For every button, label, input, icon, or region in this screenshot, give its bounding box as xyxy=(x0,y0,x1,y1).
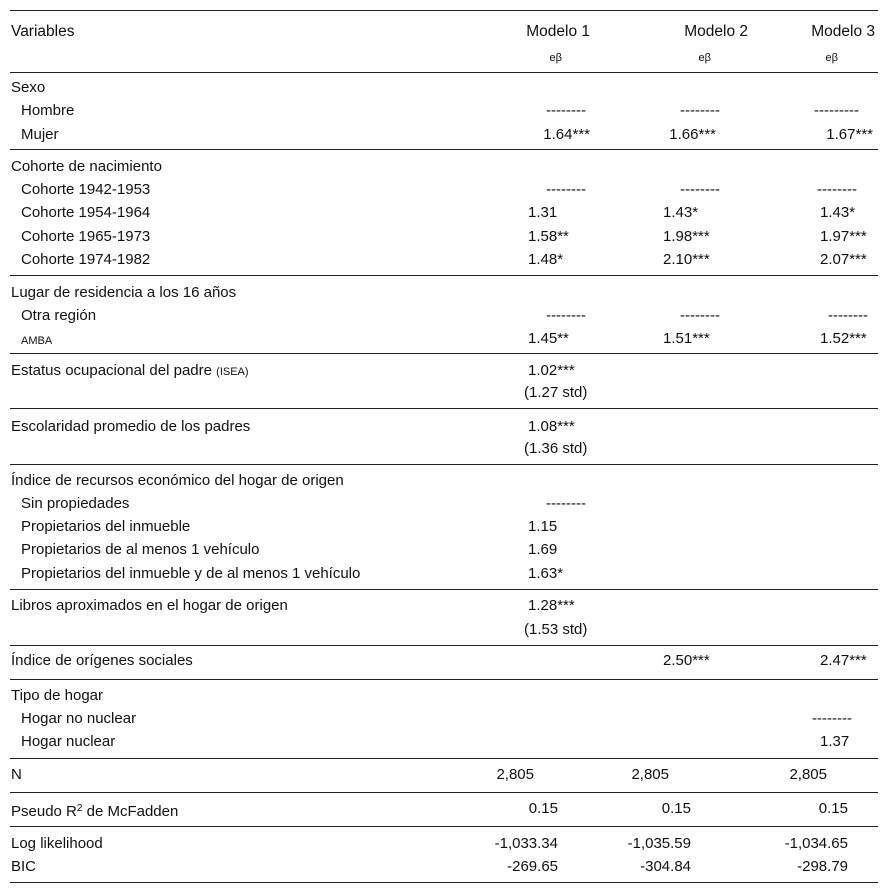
coef-symbol-1: eβ xyxy=(549,52,562,64)
row-cohorte-4-m1: 1.48* xyxy=(528,251,564,268)
row-amba-m3: 1.52*** xyxy=(820,330,867,347)
row-prop-ambos-label: Propietarios del inmueble y de al menos 1 vehículo xyxy=(21,565,361,582)
rule-top xyxy=(10,10,878,11)
row-loglik-m1: -1,033.34 xyxy=(494,835,558,852)
row-n-m2: 2,805 xyxy=(631,766,669,783)
row-hombre-m2: -------- xyxy=(680,102,720,119)
row-origenes-label: Índice de orígenes sociales xyxy=(11,652,193,669)
rule-pseudo xyxy=(10,826,878,827)
row-bic-label: BIC xyxy=(11,858,37,875)
row-cohorte-2-m2: 1.43* xyxy=(663,204,699,221)
rule-bottom xyxy=(10,882,878,883)
row-escolaridad-m1: 1.08*** xyxy=(528,418,575,435)
row-hogar-nuclear-m3: 1.37 xyxy=(820,733,850,750)
row-estatus-m1: 1.02*** xyxy=(528,362,575,379)
row-loglik-m3: -1,034.65 xyxy=(784,835,848,852)
row-estatus-label xyxy=(11,362,249,381)
pseudo-label-post: de McFadden xyxy=(82,803,179,820)
pseudo-label-sup: 2 xyxy=(76,803,83,814)
row-hombre-m3: --------- xyxy=(814,102,859,119)
row-cohorte-1-label: Cohorte 1942-1953 xyxy=(21,181,151,198)
estatus-label-text: Estatus ocupacional del padre xyxy=(11,362,212,379)
row-amba-m2: 1.51*** xyxy=(663,330,710,347)
row-libros-m1: 1.28*** xyxy=(528,597,575,614)
row-mujer-label: Mujer xyxy=(21,126,59,143)
row-bic-m3: -298.79 xyxy=(797,858,848,875)
row-amba-label: AMBA xyxy=(21,335,53,347)
row-hombre-m1: -------- xyxy=(546,102,586,119)
header-variables: Variables xyxy=(11,23,75,40)
rule-tipo-hogar xyxy=(10,758,878,759)
row-cohorte-2-label: Cohorte 1954-1964 xyxy=(21,204,151,221)
row-hogar-no-nuclear-m3: -------- xyxy=(812,710,852,727)
rule-cohorte xyxy=(10,275,878,276)
section-sexo: Sexo xyxy=(11,79,46,96)
row-cohorte-4-m3: 2.07*** xyxy=(820,251,867,268)
section-cohorte: Cohorte de nacimiento xyxy=(11,158,162,175)
row-prop-inmueble-label: Propietarios del inmueble xyxy=(21,518,191,535)
section-lugar: Lugar de residencia a los 16 años xyxy=(11,284,237,301)
row-libros-label: Libros aproximados en el hogar de origen xyxy=(11,597,288,614)
estatus-label-isea: (ISEA) xyxy=(216,366,249,378)
row-cohorte-3-label: Cohorte 1965-1973 xyxy=(21,228,151,245)
row-prop-vehiculo-label: Propietarios de al menos 1 vehículo xyxy=(21,541,260,558)
row-pseudo-m2: 0.15 xyxy=(661,800,691,817)
row-cohorte-4-m2: 2.10*** xyxy=(663,251,710,268)
row-otra-region-m2: -------- xyxy=(680,307,720,324)
row-cohorte-3-m1: 1.58** xyxy=(528,228,569,245)
header-modelo-3: Modelo 3 xyxy=(811,23,875,40)
row-cohorte-4-label: Cohorte 1974-1982 xyxy=(21,251,151,268)
row-cohorte-1-m3: -------- xyxy=(817,181,857,198)
row-prop-vehiculo-m1: 1.69 xyxy=(528,541,558,558)
row-pseudo-m1: 0.15 xyxy=(528,800,558,817)
row-estatus-std: (1.27 std) xyxy=(524,384,588,401)
row-prop-inmueble-m1: 1.15 xyxy=(528,518,558,535)
section-indice-recursos: Índice de recursos económico del hogar de origen xyxy=(11,472,344,489)
rule-sexo xyxy=(10,149,878,150)
rule-lugar xyxy=(10,353,878,354)
row-cohorte-2-m3: 1.43* xyxy=(820,204,856,221)
row-n-m3: 2,805 xyxy=(789,766,827,783)
row-hogar-no-nuclear-label: Hogar no nuclear xyxy=(21,710,137,727)
row-loglik-m2: -1,035.59 xyxy=(627,835,691,852)
row-otra-region-m3: -------- xyxy=(828,307,868,324)
coef-symbol-2: eβ xyxy=(698,52,711,64)
row-cohorte-1-m2: -------- xyxy=(680,181,720,198)
row-cohorte-2-m1: 1.31 xyxy=(528,204,558,221)
row-mujer-m2: 1.66*** xyxy=(669,126,716,143)
row-origenes-m2: 2.50*** xyxy=(663,652,710,669)
row-loglik-label: Log likelihood xyxy=(11,835,103,852)
rule-estatus xyxy=(10,408,878,409)
rule-header xyxy=(10,72,878,73)
row-otra-region-m1: -------- xyxy=(546,307,586,324)
row-escolaridad-label: Escolaridad promedio de los padres xyxy=(11,418,251,435)
row-libros-std: (1.53 std) xyxy=(524,621,588,638)
rule-escolaridad xyxy=(10,464,878,465)
row-hombre-label: Hombre xyxy=(21,102,75,119)
section-tipo-hogar: Tipo de hogar xyxy=(11,687,104,704)
row-prop-ambos-m1: 1.63* xyxy=(528,565,564,582)
row-amba-m1: 1.45** xyxy=(528,330,569,347)
row-mujer-m3: 1.67*** xyxy=(826,126,873,143)
row-escolaridad-std: (1.36 std) xyxy=(524,440,588,457)
pseudo-label-pre: Pseudo R xyxy=(11,803,77,820)
row-mujer-m1: 1.64*** xyxy=(543,126,590,143)
row-hogar-nuclear-label: Hogar nuclear xyxy=(21,733,116,750)
header-modelo-2: Modelo 2 xyxy=(684,23,748,40)
coef-symbol-3: eβ xyxy=(825,52,838,64)
row-cohorte-3-m2: 1.98*** xyxy=(663,228,710,245)
row-cohorte-3-m3: 1.97*** xyxy=(820,228,867,245)
row-bic-m2: -304.84 xyxy=(640,858,691,875)
row-n-label: N xyxy=(11,766,22,783)
row-cohorte-1-m1: -------- xyxy=(546,181,586,198)
row-bic-m1: -269.65 xyxy=(507,858,558,875)
row-otra-region-label: Otra región xyxy=(21,307,97,324)
row-sin-propiedades-m1: -------- xyxy=(546,495,586,512)
row-pseudo-m3: 0.15 xyxy=(818,800,848,817)
rule-libros xyxy=(10,645,878,646)
row-sin-propiedades-label: Sin propiedades xyxy=(21,495,130,512)
rule-n xyxy=(10,792,878,793)
row-pseudo-label xyxy=(11,800,178,821)
rule-recursos xyxy=(10,589,878,590)
header-modelo-1: Modelo 1 xyxy=(526,23,590,40)
row-origenes-m3: 2.47*** xyxy=(820,652,867,669)
row-n-m1: 2,805 xyxy=(496,766,534,783)
rule-origenes xyxy=(10,679,878,680)
